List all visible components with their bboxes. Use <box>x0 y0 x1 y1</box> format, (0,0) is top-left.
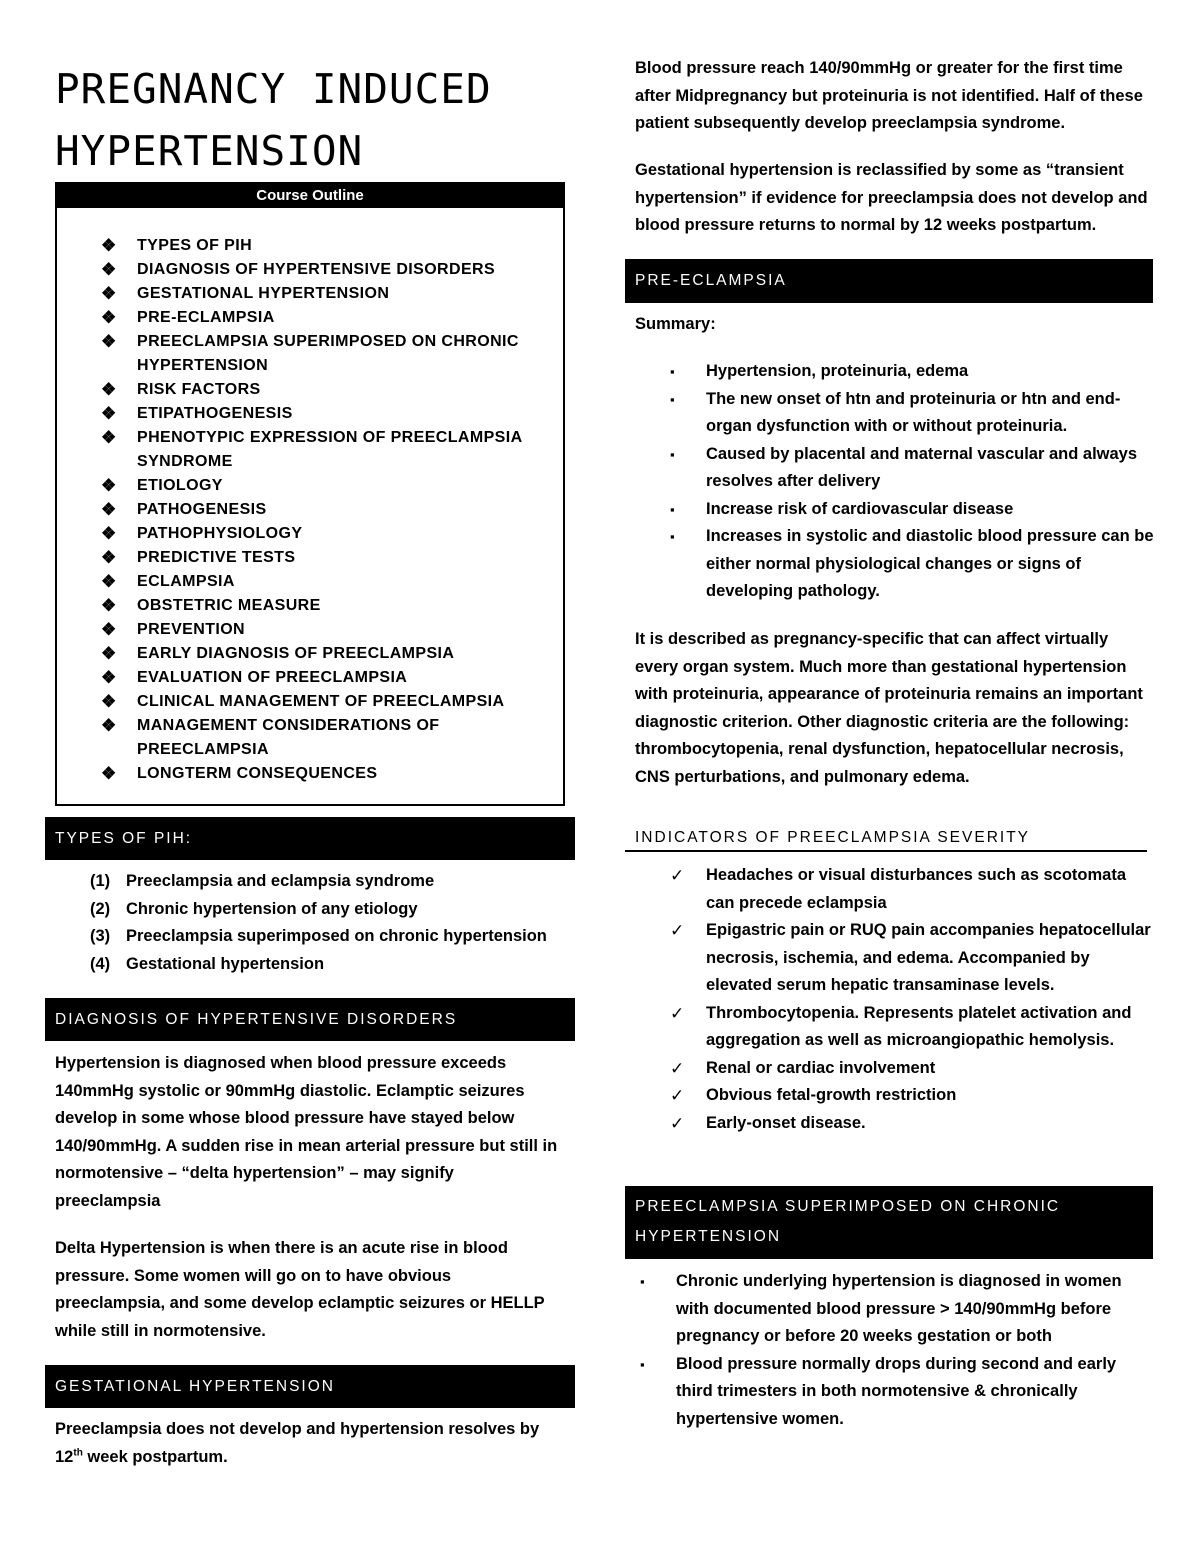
diamond-bullet-icon: ❖ <box>101 404 117 423</box>
list-item: ▪ Hypertension, proteinuria, edema <box>670 358 1155 386</box>
square-bullet-icon: ▪ <box>640 1356 645 1372</box>
square-bullet-icon: ▪ <box>640 1274 645 1289</box>
diamond-bullet-icon: ❖ <box>101 572 117 591</box>
outline-item: ❖ MANAGEMENT CONSIDERATIONS OF PREECLAMPSIA <box>101 716 440 758</box>
list-item: ▪ Chronic underlying hypertension is diagnosed in women with documented blood pressure > 140/90mmHg before pregnancy or before 20 weeks gestation or both <box>640 1268 1150 1351</box>
list-item: ✓ Headaches or visual disturbances such as scotomata can precede eclampsia <box>670 862 1155 917</box>
checkmark-icon: ✓ <box>670 921 685 940</box>
diamond-bullet-icon: ❖ <box>101 308 117 327</box>
outline-item: ❖ PRE-ECLAMPSIA <box>101 306 551 330</box>
diamond-bullet-icon: ❖ <box>101 716 117 735</box>
diamond-bullet-icon: ❖ <box>101 692 117 711</box>
section-heading-diagnosis: DIAGNOSIS OF HYPERTENSIVE DISORDERS <box>45 998 575 1041</box>
list-item: ✓ Early-onset disease. <box>670 1110 1155 1138</box>
outline-item: ❖ PATHOGENESIS <box>101 498 551 522</box>
diamond-bullet-icon: ❖ <box>101 332 117 351</box>
summary-list <box>670 358 1155 606</box>
gestational-paragraph-3: Gestational hypertension is reclassified by some as “transient hypertension” if evidence for preeclampsia does not develop and blood pressure returns to normal by 12 weeks postpartum. <box>635 161 1148 234</box>
outline-item: ❖ TYPES OF PIH <box>101 234 551 258</box>
checkmark-icon: ✓ <box>670 1058 685 1078</box>
diamond-bullet-icon: ❖ <box>101 284 117 303</box>
list-item: ▪ Increase risk of cardiovascular disease <box>670 496 1155 524</box>
outline-item: ❖ PHENOTYPIC EXPRESSION OF PREECLAMPSIA SYNDROME <box>101 428 522 470</box>
diamond-bullet-icon: ❖ <box>101 260 117 279</box>
diagnosis-paragraph-1: Hypertension is diagnosed when blood pressure exceeds 140mmHg systolic or 90mmHg diastolic. Eclamptic seizures develop in some whose blood pressure have stayed below 140/90mmHg. A sudden rise in mean arterial pressure but still in normotensive – “delta hypertension” – may signify preeclampsia <box>55 1054 558 1210</box>
list-item: ▪ The new onset of htn and proteinuria or htn and end-organ dysfunction with or without proteinuria. <box>670 386 1155 441</box>
list-item: ✓ Epigastric pain or RUQ pain accompanies hepatocellular necrosis, ischemia, and edema. Accompanied by elevated serum hepatic transaminase levels. <box>670 917 1155 1000</box>
list-item: (3) Preeclampsia superimposed on chronic hypertension <box>90 927 547 945</box>
diamond-bullet-icon: ❖ <box>101 236 117 255</box>
outline-item: ❖ ETIOLOGY <box>101 474 551 498</box>
diamond-bullet-icon: ❖ <box>101 620 117 639</box>
superimposed-list <box>640 1268 1150 1433</box>
outline-item: ❖ PREECLAMPSIA SUPERIMPOSED ON CHRONIC HYPERTENSION <box>101 332 519 374</box>
list-item: ▪ Increases in systolic and diastolic blood pressure can be either normal physiological changes or signs of developing pathology. <box>670 523 1155 606</box>
outline-item: ❖ GESTATIONAL HYPERTENSION <box>101 282 551 306</box>
diagnosis-paragraph-2: Delta Hypertension is when there is an acute rise in blood pressure. Some women will go on to have obvious preeclampsia, and some develop eclamptic seizures or HELLP while still in normotensive. <box>55 1239 545 1340</box>
preeclampsia-paragraph: It is described as pregnancy-specific that can affect virtually every organ system. Much more than gestational hypertension with proteinuria, appearance of proteinuria remains an important diagnostic criterion. Other diagnostic criteria are the following: thrombocytopenia, renal dysfunction, hepatocellular necrosis, CNS perturbations, and pulmonary edema. <box>635 630 1143 786</box>
square-bullet-icon: ▪ <box>670 391 675 407</box>
section-heading-gestational: GESTATIONAL HYPERTENSION <box>45 1365 575 1408</box>
checkmark-icon: ✓ <box>670 1086 685 1105</box>
types-list <box>90 868 575 978</box>
outline-item: ❖ LONGTERM CONSEQUENCES <box>101 762 551 786</box>
square-bullet-icon: ▪ <box>670 446 675 462</box>
title-line-1: PREGNANCY INDUCED <box>55 65 492 113</box>
list-item: ▪ Blood pressure normally drops during second and early third trimesters in both normotensive & chronically hypertensive women. <box>640 1351 1150 1434</box>
outline-item: ❖ OBSTETRIC MEASURE <box>101 594 551 618</box>
section-heading-superimposed: PREECLAMPSIA SUPERIMPOSED ON CHRONIC HYPERTENSION <box>625 1186 1153 1259</box>
diamond-bullet-icon: ❖ <box>101 764 117 783</box>
diamond-bullet-icon: ❖ <box>101 524 117 543</box>
course-outline-box <box>55 182 565 806</box>
diamond-bullet-icon: ❖ <box>101 596 117 615</box>
outline-item: ❖ PREDICTIVE TESTS <box>101 546 551 570</box>
diamond-bullet-icon: ❖ <box>101 500 117 519</box>
list-item: ✓ Thrombocytopenia. Represents platelet activation and aggregation as well as microangiopathic hemolysis. <box>670 1000 1155 1055</box>
gestational-paragraph-1: Preeclampsia does not develop and hypertension resolves by 12th week postpartum. <box>55 1420 540 1466</box>
outline-item: ❖ DIAGNOSIS OF HYPERTENSIVE DISORDERS <box>101 258 551 282</box>
title-line-2: HYPERTENSION <box>55 127 364 175</box>
square-bullet-icon: ▪ <box>670 529 675 544</box>
list-item: (2) Chronic hypertension of any etiology <box>90 899 418 918</box>
diamond-bullet-icon: ❖ <box>101 644 117 663</box>
list-item: ✓ Renal or cardiac involvement <box>670 1055 1155 1083</box>
course-outline-header: Course Outline <box>57 184 563 208</box>
outline-item: ❖ EARLY DIAGNOSIS OF PREECLAMPSIA <box>101 642 551 666</box>
outline-item: ❖ ECLAMPSIA <box>101 570 551 594</box>
outline-item: ❖ CLINICAL MANAGEMENT OF PREECLAMPSIA <box>101 690 551 714</box>
diamond-bullet-icon: ❖ <box>101 380 117 399</box>
list-item: ▪ Caused by placental and maternal vascular and always resolves after delivery <box>670 441 1155 496</box>
outline-item: ❖ PATHOPHYSIOLOGY <box>101 522 551 546</box>
list-item: (4) Gestational hypertension <box>90 954 325 973</box>
list-item: (1) Preeclampsia and eclampsia syndrome <box>90 872 435 890</box>
diamond-bullet-icon: ❖ <box>101 476 117 495</box>
page-title <box>55 58 492 182</box>
square-bullet-icon: ▪ <box>670 501 675 517</box>
square-bullet-icon: ▪ <box>670 364 675 379</box>
section-heading-severity: INDICATORS OF PREECLAMPSIA SEVERITY <box>625 820 1147 852</box>
gestational-paragraph-2: Blood pressure reach 140/90mmHg or greater for the first time after Midpregnancy but proteinuria is not identified. Half of these patient subsequently develop preeclampsia syndrome. <box>635 59 1143 132</box>
summary-label: Summary: <box>635 315 716 333</box>
outline-item: ❖ RISK FACTORS <box>101 378 551 402</box>
section-heading-types: TYPES OF PIH: <box>45 817 575 860</box>
outline-item: ❖ EVALUATION OF PREECLAMPSIA <box>101 666 551 690</box>
checkmark-icon: ✓ <box>670 1003 685 1023</box>
outline-item: ❖ PREVENTION <box>101 618 551 642</box>
checkmark-icon: ✓ <box>670 1113 685 1133</box>
diamond-bullet-icon: ❖ <box>101 668 117 687</box>
diamond-bullet-icon: ❖ <box>101 548 117 567</box>
outline-item: ❖ ETIPATHOGENESIS <box>101 402 551 426</box>
checkmark-icon: ✓ <box>670 866 685 885</box>
list-item: ✓ Obvious fetal-growth restriction <box>670 1082 1155 1110</box>
diamond-bullet-icon: ❖ <box>101 428 117 447</box>
severity-list <box>670 862 1155 1137</box>
section-heading-preeclampsia: PRE-ECLAMPSIA <box>625 259 1153 303</box>
course-outline-list <box>101 234 551 786</box>
